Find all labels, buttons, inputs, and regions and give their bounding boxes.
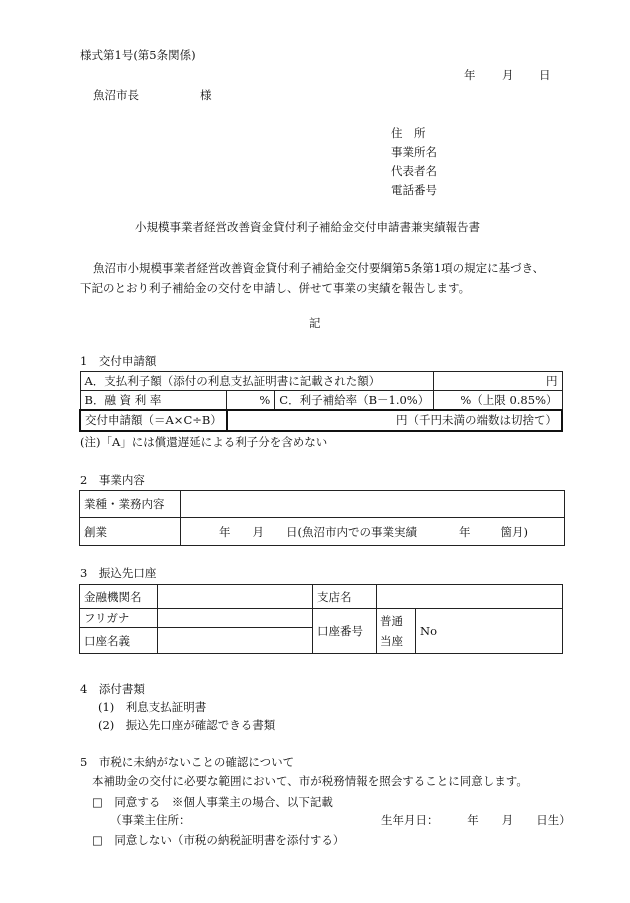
- row-c-label: C．利子補給率（B－1.0%）: [275, 391, 434, 410]
- applicant-address-label: 住 所: [391, 126, 426, 140]
- bank-account-table: [79, 584, 563, 654]
- row-b-unit: %: [227, 391, 275, 410]
- founding-value[interactable]: [181, 518, 565, 546]
- bank-value[interactable]: [158, 585, 313, 609]
- row-c-unit: %（上限 0.85%）: [434, 391, 562, 410]
- applicant-rep-label: 代表者名: [391, 164, 437, 178]
- founding-year: 年: [219, 524, 231, 539]
- row-b-label: B．融 資 利 率: [80, 391, 227, 410]
- applicant-office-label: 事業所名: [391, 145, 437, 159]
- document-title: 小規模事業者経営改善資金貸付利子補給金交付申請書兼実績報告書: [135, 220, 480, 234]
- bank-label: 金融機関名: [80, 585, 158, 609]
- record-year: 年: [459, 524, 471, 539]
- section-5-heading: 5 市税に未納がないことの確認について: [80, 755, 295, 769]
- intro-line-1: 魚沼市小規模事業者経営改善資金貸付利子補給金交付要綱第5条第1項の規定に基づき、: [93, 261, 545, 275]
- branch-label: 支店名: [313, 585, 377, 609]
- record-months: 箇月): [500, 524, 528, 539]
- total-label: 交付申請額（＝A×C÷B）: [80, 410, 227, 431]
- disagree-checkbox[interactable]: □ 同意しない（市税の納税証明書を添付する）: [92, 833, 345, 847]
- section-1-note: (注)「A」には償還遅延による利子分を含めない: [80, 435, 328, 449]
- total-unit: 円（千円未満の端数は切捨て）: [227, 410, 562, 431]
- founding-day-record: 日(魚沼市内での事業実績: [286, 524, 417, 539]
- section-1-heading: 1 交付申請額: [80, 354, 157, 368]
- account-type-cell[interactable]: [377, 609, 416, 654]
- account-type-ordinary: 普通: [380, 614, 403, 628]
- attachment-item-2: (2) 振込先口座が確認できる書類: [98, 718, 276, 732]
- applicant-phone-label: 電話番号: [391, 183, 437, 197]
- furigana-label: フリガナ: [80, 609, 158, 628]
- section-4-heading: 4 添付書類: [80, 682, 145, 696]
- birth-date-label: 生年月日： 年 月 日生）: [381, 813, 571, 827]
- branch-value[interactable]: [377, 585, 563, 609]
- account-type-current: 当座: [380, 634, 403, 648]
- owner-address-label: （事業主住所：: [110, 813, 191, 827]
- holder-label: 口座名義: [80, 628, 158, 654]
- section-2-heading: 2 事業内容: [80, 473, 145, 487]
- addressee-honorific: 様: [200, 88, 212, 102]
- addressee-name: 魚沼市長: [93, 88, 139, 102]
- row-a-unit: 円: [434, 372, 562, 391]
- account-number-value[interactable]: [416, 609, 563, 654]
- form-number: 様式第1号(第5条関係): [80, 48, 196, 62]
- intro-line-2: 下記のとおり利子補給金の交付を申請し、併せて事業の実績を報告します。: [80, 281, 471, 295]
- business-value[interactable]: [181, 491, 565, 518]
- founding-month: 月: [252, 524, 264, 539]
- application-amount-table: [79, 371, 563, 432]
- date-month-label: 月: [502, 68, 514, 82]
- agree-checkbox[interactable]: □ 同意する ※個人事業主の場合、以下記載: [92, 795, 333, 809]
- furigana-value[interactable]: [158, 609, 313, 628]
- attachment-item-1: (1) 利息支払証明書: [98, 700, 207, 714]
- account-no-prefix: No: [420, 624, 437, 638]
- row-a-label: A．支払利子額（添付の利息支払証明書に記載された額）: [80, 372, 434, 391]
- consent-text: 本補助金の交付に必要な範囲において、市が税務情報を照会することに同意します。: [92, 774, 528, 788]
- business-table: [79, 490, 565, 546]
- account-no-label: 口座番号: [313, 609, 377, 654]
- holder-value[interactable]: [158, 628, 313, 654]
- business-label: 業種・業務内容: [80, 491, 181, 518]
- ki-mark: 記: [309, 316, 321, 330]
- date-day-label: 日: [539, 68, 551, 82]
- date-year-label: 年: [464, 68, 476, 82]
- section-3-heading: 3 振込先口座: [80, 566, 157, 580]
- founding-label: 創業: [80, 518, 181, 546]
